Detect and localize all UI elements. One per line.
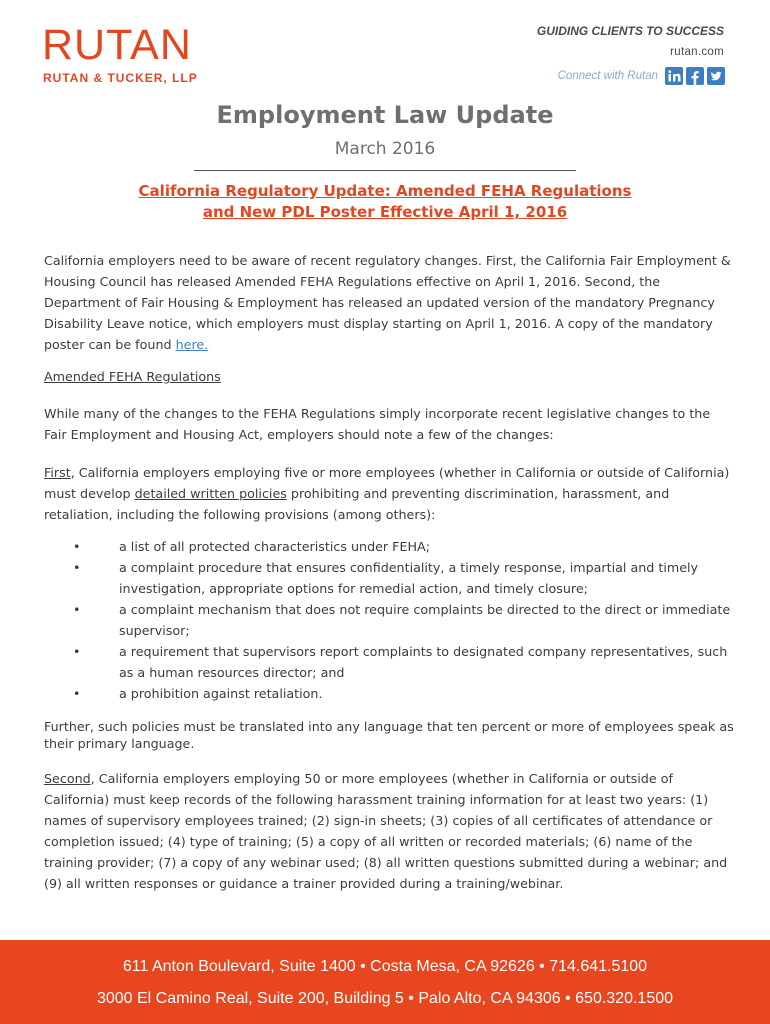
facebook-icon[interactable]: [686, 67, 704, 85]
website-link[interactable]: rutan.com: [670, 46, 724, 58]
tagline: GUIDING CLIENTS TO SUCCESS: [536, 24, 724, 38]
connect-label: Connect with Rutan: [557, 70, 658, 82]
palo-alto-address: 3000 El Camino Real, Suite 200, Building 5 • Palo Alto, CA 94306 • 650.320.1500: [96, 990, 674, 1007]
section-heading: Amended FEHA Regulations: [44, 369, 221, 384]
second-label: Second: [44, 771, 91, 786]
list-item: • a requirement that supervisors report complaints to designated company representatives, such as a human resources director; and: [73, 644, 728, 680]
policy-provisions-list: [44, 536, 734, 704]
letterhead: [0, 0, 770, 100]
headline-line-1: California Regulatory Update: Amended FEHA Regulations: [138, 182, 632, 200]
list-item: • a complaint procedure that ensures confidentiality, a timely response, impartial and timely investigation, appropriate options for remedial action, and timely closure;: [73, 560, 699, 596]
translation-paragraph: Further, such policies must be translated into any language that ten percent or more of employees speak as their primary language.: [44, 719, 734, 751]
firm-name: RUTAN & TUCKER, LLP: [43, 71, 198, 85]
title-divider: [194, 170, 576, 171]
issue-date: March 2016: [334, 139, 436, 159]
first-label: First: [44, 465, 71, 480]
article-headline: [60, 181, 710, 223]
rutan-logo[interactable]: RUTAN: [42, 21, 192, 69]
headline-line-2: and New PDL Poster Effective April 1, 2016: [202, 203, 568, 221]
poster-link[interactable]: here.: [175, 337, 209, 352]
second-paragraph: Second, California employers employing 50 or more employees (whether in California or outside of California) must keep records of the following harassment training information for at least two years: (1) names of supervisory employees trained; (2) sign-in sheets; (3) copies of all certificates of attendance or completion issued; (4) type of training; (5) a copy of all written or recorded materials; (6) name of the training provider; (7) a copy of any webinar used; (8) all written questions submitted during a webinar; and (9) all written responses or guidance a trainer provided during a training/webinar.: [44, 771, 728, 891]
changes-paragraph: While many of the changes to the FEHA Regulations simply incorporate recent legislative changes to the Fair Employment and Housing Act, employers should note a few of the changes:: [44, 406, 711, 442]
linkedin-icon[interactable]: [665, 67, 683, 85]
list-item: • a prohibition against retaliation.: [73, 686, 323, 701]
list-item: • a list of all protected characteristics under FEHA;: [73, 539, 430, 554]
first-paragraph: First, California employers employing five or more employees (whether in California or outside of California) must develop detailed written policies prohibiting and preventing discrimination, harassment, and retaliation, including the following provisions (among others):: [44, 465, 730, 522]
twitter-icon[interactable]: [707, 67, 725, 85]
page-title: Employment Law Update: [216, 101, 554, 129]
list-item: • a complaint mechanism that does not require complaints be directed to the direct or immediate supervisor;: [73, 602, 731, 638]
costa-mesa-address: 611 Anton Boulevard, Suite 1400 • Costa Mesa, CA 92626 • 714.641.5100: [122, 958, 648, 975]
intro-paragraph: California employers need to be aware of recent regulatory changes. First, the California Fair Employment & Housing Council has released Amended FEHA Regulations effective on April 1, 2016. Second, the Department of Fair Housing & Employment has released an updated version of the mandatory Pregnancy Disability Leave notice, which employers must display starting on April 1, 2016. A copy of the mandatory poster can be found here.: [44, 253, 731, 352]
footer-addresses: [0, 940, 770, 1024]
written-policies-link: detailed written policies: [134, 486, 287, 501]
